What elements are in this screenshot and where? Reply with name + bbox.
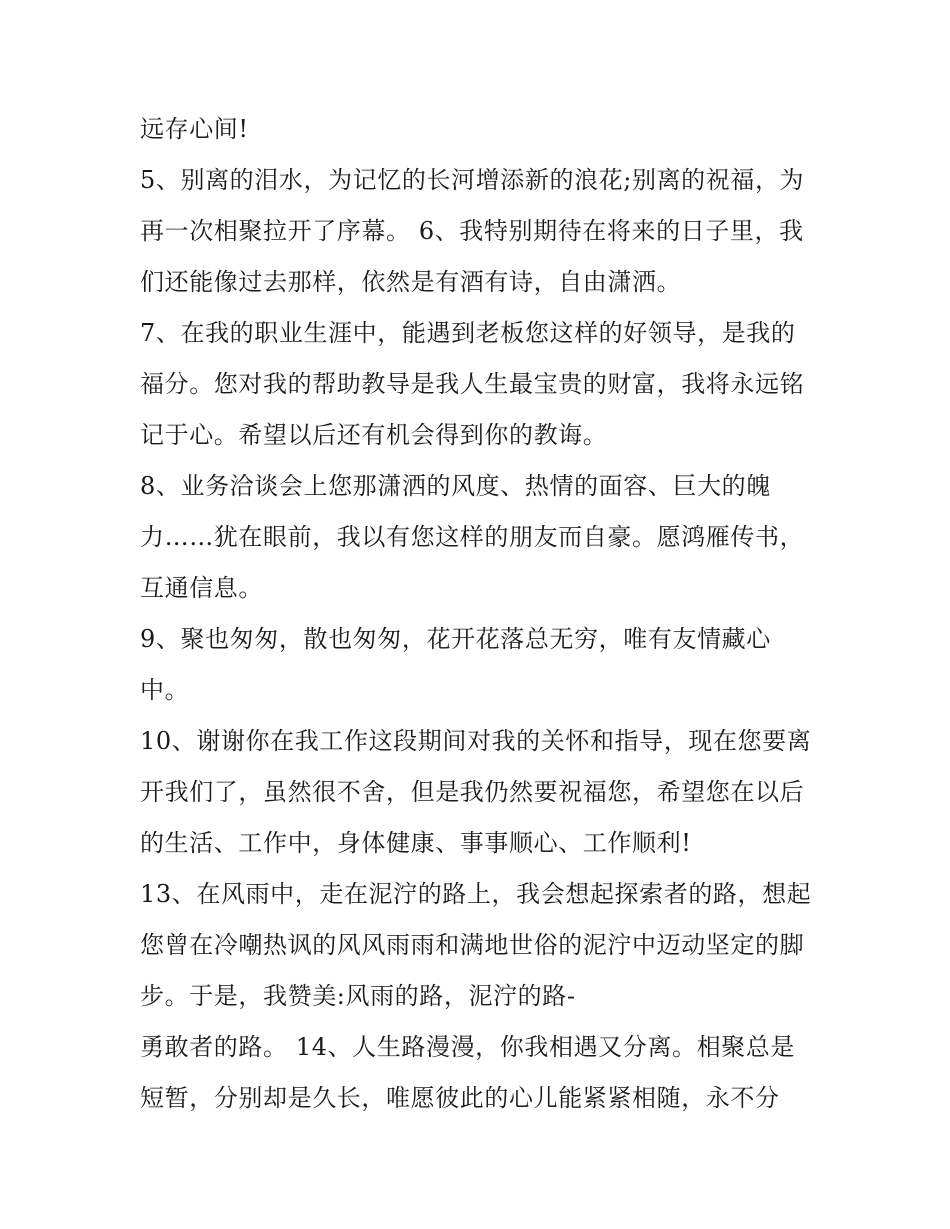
text-line: 您曾在冷嘲热讽的风风雨雨和满地世俗的泥泞中迈动坚定的脚 bbox=[140, 931, 805, 959]
text-line: 互通信息。 bbox=[140, 574, 263, 602]
text-line: 步。于是，我赞美:风雨的路，泥泞的路- bbox=[140, 982, 576, 1010]
text-line: 们还能像过去那样，依然是有酒有诗，自由潇洒。 bbox=[140, 268, 682, 296]
text-line: 开我们了，虽然很不舍，但是我仍然要祝福您，希望您在以后 bbox=[140, 778, 805, 806]
text-line: 中。 bbox=[140, 676, 190, 704]
text-line: 5、别离的泪水，为记忆的长河增添新的浪花;别离的祝福，为 bbox=[140, 166, 805, 194]
text-line: 再一次相聚拉开了序幕。 6、我特别期待在将来的日子里，我 bbox=[140, 217, 804, 245]
text-line: 13、在风雨中，走在泥泞的路上，我会想起探索者的路，想起 bbox=[140, 880, 812, 908]
text-line: 勇敢者的路。 14、人生路漫漫，你我相遇又分离。相聚总是 bbox=[140, 1033, 795, 1061]
text-line: 7、在我的职业生涯中，能遇到老板您这样的好领导，是我的 bbox=[140, 319, 796, 347]
text-line: 10、谢谢你在我工作这段期间对我的关怀和指导，现在您要离 bbox=[140, 727, 812, 755]
text-line: 的生活、工作中，身体健康、事事顺心、工作顺利! bbox=[140, 829, 692, 857]
text-line: 9、聚也匆匆，散也匆匆，花开花落总无穷，唯有友情藏心 bbox=[140, 625, 771, 653]
text-line: 短暂，分别却是久长，唯愿彼此的心儿能紧紧相随，永不分 bbox=[140, 1084, 780, 1112]
document-body bbox=[140, 104, 830, 1124]
text-line: 记于心。希望以后还有机会得到你的教诲。 bbox=[140, 421, 608, 449]
text-line: 8、业务洽谈会上您那潇洒的风度、热情的面容、巨大的魄 bbox=[140, 472, 771, 500]
text-line: 福分。您对我的帮助教导是我人生最宝贵的财富，我将永远铭 bbox=[140, 370, 805, 398]
text-line: 力……犹在眼前，我以有您这样的朋友而自豪。愿鸿雁传书， bbox=[140, 523, 805, 551]
text-line: 远存心间! bbox=[140, 115, 249, 143]
